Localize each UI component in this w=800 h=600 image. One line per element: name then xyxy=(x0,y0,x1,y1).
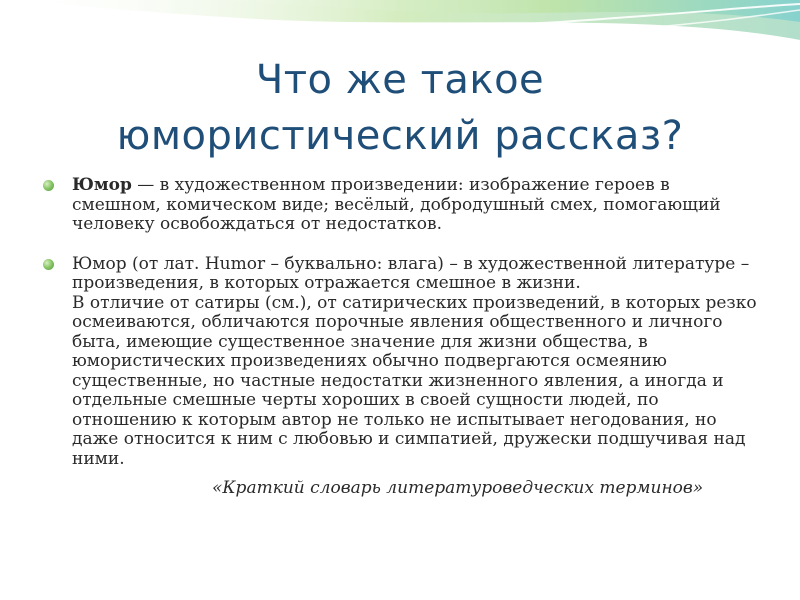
bullet-term: Юмор xyxy=(72,175,132,195)
bullet-paragraph xyxy=(72,176,760,235)
bullet-paragraph-second: В отличие от сатиры (см.), от сатирических произведений, в которых резко осмеиваются, обличаются порочные явления общественного и личного быта, имеющие существенное значение для жизни общества, в юмористических произведениях обычно подвергаются осмеянию существенные, но частные недостатки жизненного явления, а иногда и отдельные смешные черты хороших в своей сущности людей, по отношению к которым автор не только не испытывает негодования, но даже относится к ним с любовью и симпатией, дружески подшучивая над ними. xyxy=(72,292,757,469)
bullet-item-humor-literature xyxy=(40,255,760,499)
bullet-dot-icon xyxy=(43,180,54,191)
header-wave-decoration xyxy=(0,0,800,60)
slide-title xyxy=(0,52,800,164)
bullet-item-humor-definition xyxy=(40,176,760,235)
source-citation: «Краткий словарь литературоведческих терминов» xyxy=(212,478,704,498)
slide-title-line-1: Что же такое xyxy=(255,57,545,103)
bullet-dot-icon xyxy=(43,259,54,270)
slide-title-line-2: юмористический рассказ? xyxy=(116,113,684,159)
bullet-text: — в художественном произведении: изображение героев в смешном, комическом виде; весёлый, добродушный смех, помогающий человеку освобождаться от недостатков. xyxy=(72,175,721,234)
bullet-paragraph-first: Юмор (от лат. Humor – буквально: влага) – в художественной литературе – произведения, в которых отражается смешное в жизни. xyxy=(72,253,750,293)
slide-content xyxy=(40,176,760,499)
